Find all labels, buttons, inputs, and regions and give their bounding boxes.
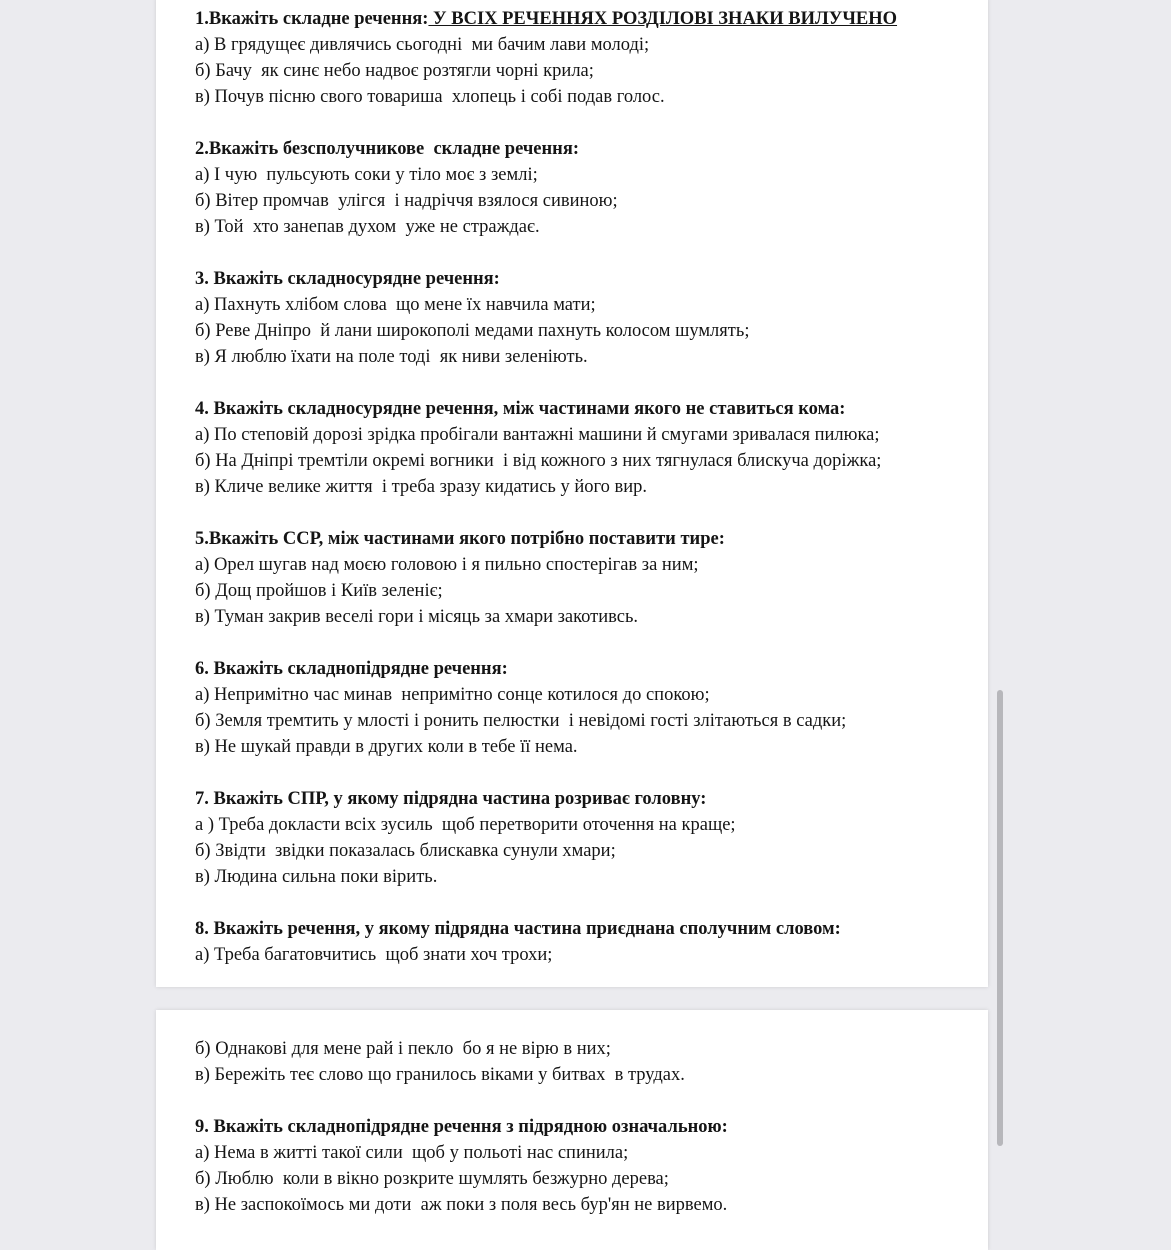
spacer xyxy=(195,760,968,786)
question-7-option-a: а ) Треба докласти всіх зусиль щоб перетворити оточення на краще; xyxy=(195,815,736,835)
question-9-title: 9. Вкажіть складнопідрядне речення з підрядною означальною: xyxy=(195,1117,728,1137)
spacer xyxy=(195,630,968,656)
question-3-option-b: б) Реве Дніпро й лани широкополі медами пахнуть колосом шумлять; xyxy=(195,321,750,341)
question-7-title: 7. Вкажіть СПР, у якому підрядна частина розриває головну: xyxy=(195,789,707,809)
question-8-option-b: б) Однакові для мене рай і пекло бо я не вірю в них; xyxy=(195,1039,611,1059)
document-page-2 xyxy=(156,1010,988,1250)
question-5-title: 5.Вкажіть ССР, між частинами якого потрібно поставити тире: xyxy=(195,529,725,549)
question-4-option-a: а) По степовій дорозі зрідка пробігали вантажні машини й смугами зривалася пилюка; xyxy=(195,425,880,445)
question-3-option-c: в) Я люблю їхати на поле тоді як ниви зеленіють. xyxy=(195,347,588,367)
question-5-option-b: б) Дощ пройшов і Київ зеленіє; xyxy=(195,581,443,601)
question-4-option-b: б) На Дніпрі тремтіли окремі вогники і від кожного з них тягнулася блискуча доріжка; xyxy=(195,451,882,471)
punctuation-removed-note: У ВСІХ РЕЧЕННЯХ РОЗДІЛОВІ ЗНАКИ ВИЛУЧЕНО xyxy=(428,9,898,29)
spacer xyxy=(195,240,968,266)
question-6-title: 6. Вкажіть складнопідрядне речення: xyxy=(195,659,508,679)
question-8-title: 8. Вкажіть речення, у якому підрядна частина приєднана сполучним словом: xyxy=(195,919,841,939)
question-5-option-c: в) Туман закрив веселі гори і місяць за хмари закотивсь. xyxy=(195,607,639,627)
question-1-option-b: б) Бачу як синє небо надвоє розтягли чорні крила; xyxy=(195,61,594,81)
question-6-option-b: б) Земля тремтить у млості і ронить пелюстки і невідомі гості злітаються в садки; xyxy=(195,711,847,731)
question-1-label: 1.Вкажіть складне речення: xyxy=(195,9,429,29)
question-7-option-b: б) Звідти звідки показалась блискавка сунули хмари; xyxy=(195,841,616,861)
page-1-content xyxy=(195,6,968,968)
question-3-option-a: а) Пахнуть хлібом слова що мене їх навчила мати; xyxy=(195,295,596,315)
spacer xyxy=(195,370,968,396)
question-8-option-a: а) Треба багатовчитись щоб знати хоч трохи; xyxy=(195,945,553,965)
question-1-title xyxy=(195,6,968,32)
question-2-option-b: б) Вітер промчав улігся і надріччя взялося сивиною; xyxy=(195,191,618,211)
question-6-option-a: а) Непримітно час минав непримітно сонце котилося до спокою; xyxy=(195,685,710,705)
question-2-option-a: а) І чую пульсують соки у тіло моє з землі; xyxy=(195,165,538,185)
spacer xyxy=(195,1088,968,1114)
spacer xyxy=(195,110,968,136)
question-4-title: 4. Вкажіть складносурядне речення, між частинами якого не ставиться кома: xyxy=(195,399,846,419)
question-2-title: 2.Вкажіть безсполучникове складне речення: xyxy=(195,139,579,159)
question-3-title: 3. Вкажіть складносурядне речення: xyxy=(195,269,500,289)
question-5-option-a: а) Орел шугав над моєю головою і я пильно спостерігав за ним; xyxy=(195,555,699,575)
question-9-option-c: в) Не заспокоїмось ми доти аж поки з поля весь бур'ян не вирвемо. xyxy=(195,1195,728,1215)
spacer xyxy=(195,500,968,526)
question-2-option-c: в) Той хто занепав духом уже не страждає. xyxy=(195,217,540,237)
question-8-option-c: в) Бережіть теє слово що гранилось віками у битвах в трудах. xyxy=(195,1065,685,1085)
question-6-option-c: в) Не шукай правди в других коли в тебе її нема. xyxy=(195,737,578,757)
page-2-content xyxy=(195,1036,968,1218)
question-1-option-a: а) В грядущеє дивлячись сьогодні ми бачим лави молоді; xyxy=(195,35,650,55)
spacer xyxy=(195,890,968,916)
question-1-option-c: в) Почув пісню свого товариша хлопець і собі подав голос. xyxy=(195,87,665,107)
vertical-scrollbar-thumb[interactable] xyxy=(997,690,1003,1146)
document-page-1 xyxy=(156,0,988,987)
question-9-option-a: а) Нема в житті такої сили щоб у польоті нас спинила; xyxy=(195,1143,629,1163)
question-7-option-c: в) Людина сильна поки вірить. xyxy=(195,867,438,887)
question-4-option-c: в) Кличе велике життя і треба зразу кидатись у його вир. xyxy=(195,477,648,497)
question-9-option-b: б) Люблю коли в вікно розкрите шумлять безжурно дерева; xyxy=(195,1169,669,1189)
